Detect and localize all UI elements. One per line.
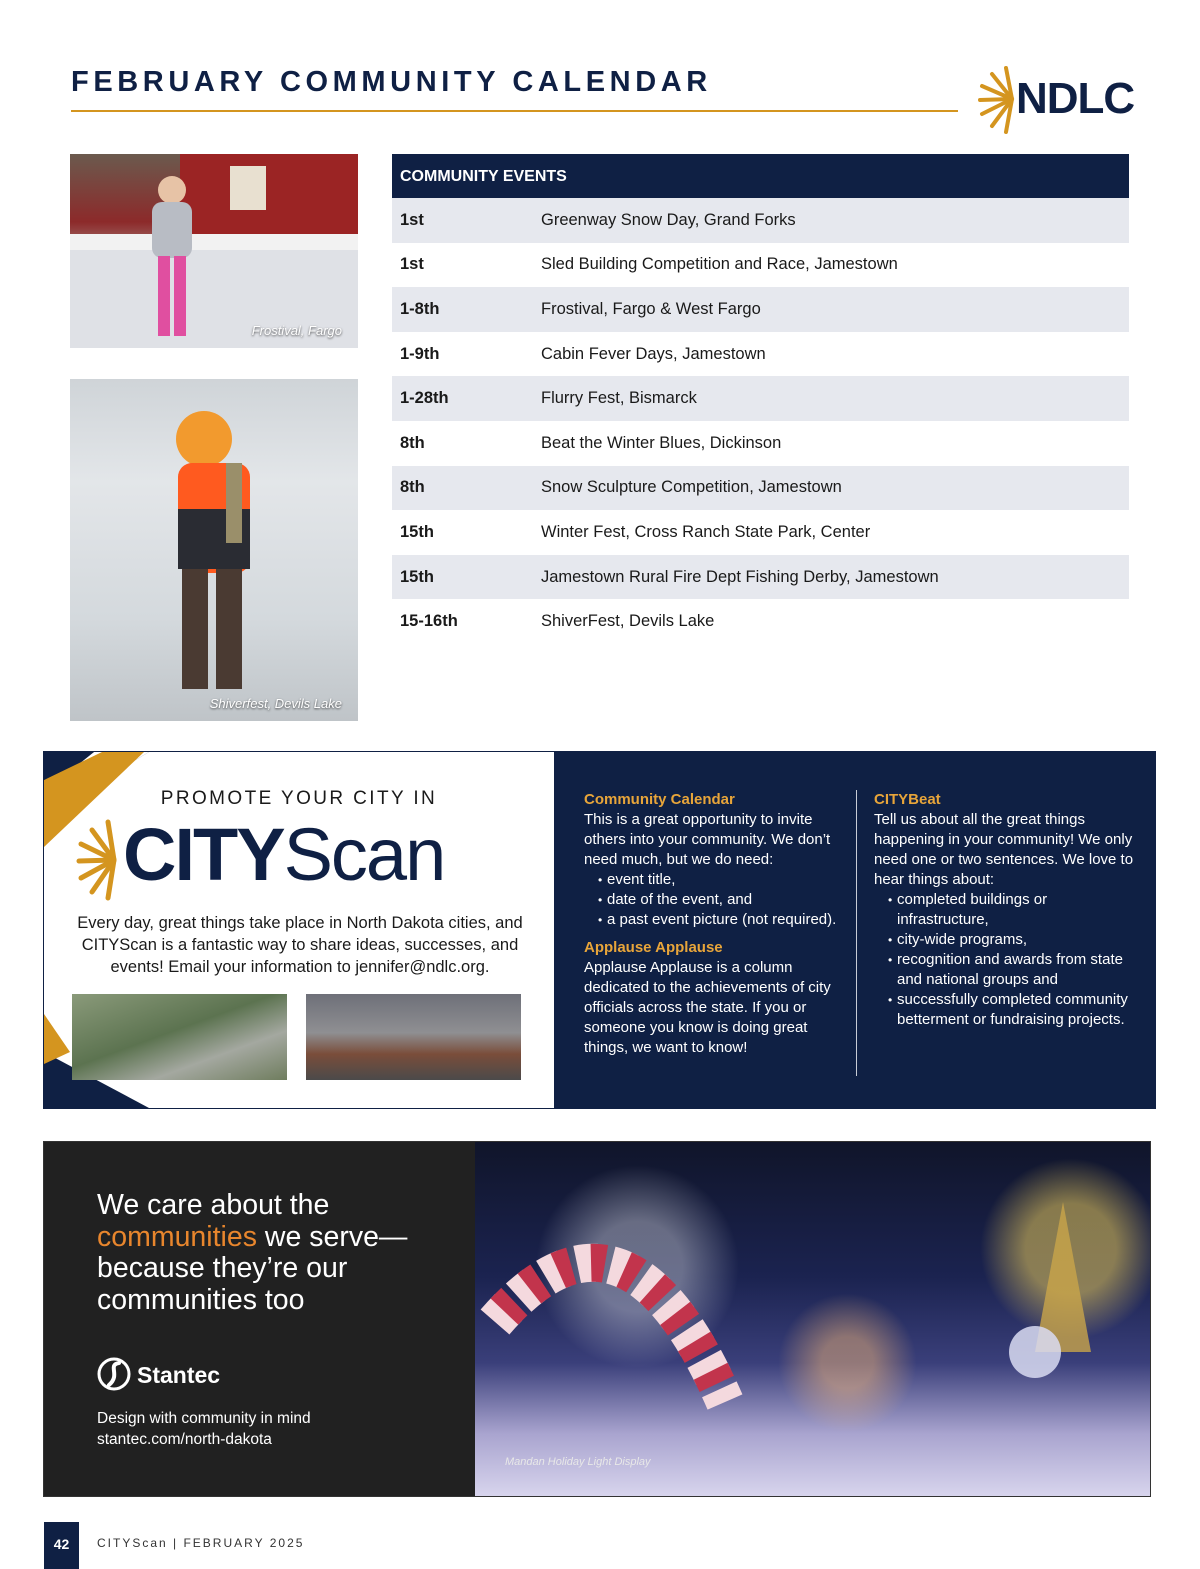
citybeat-text: Tell us about all the great things happening in your community! We only need one or two sentences. We love to hear things about: (874, 811, 1134, 888)
applause-text: Applause Applause is a column dedicated to the achievements of city officials across the state. If you or someone you know is doing great things, we want to know! (584, 959, 831, 1056)
citybeat-heading: CITYBeat (874, 791, 941, 808)
event-name: Winter Fest, Cross Ranch State Park, Center (541, 522, 871, 541)
sunburst-icon (76, 818, 118, 902)
event-date: 8th (400, 433, 425, 452)
promo-left-panel (44, 752, 554, 1108)
photo-caption: Frostival, Fargo (251, 323, 342, 338)
light-arch-illustration (475, 1142, 1151, 1497)
cityscan-wordmark (123, 813, 445, 896)
promo-right-panel (554, 752, 1156, 1108)
community-calendar-text: This is a great opportunity to invite others into your community. We don’t need much, but we do need: (584, 811, 831, 868)
list-item: • event title, (598, 870, 846, 890)
page-title: FEBRUARY COMMUNITY CALENDAR (71, 66, 712, 98)
ad-headline (97, 1190, 457, 1316)
skater-illustration (70, 154, 358, 348)
footer-text: CITYScan | FEBRUARY 2025 (97, 1536, 305, 1550)
ad-headline-line (97, 1222, 457, 1254)
event-row (392, 376, 1129, 421)
photo-shiverfest (70, 379, 358, 721)
event-row (392, 510, 1129, 555)
ad-headline-rest: we serve— (256, 1220, 408, 1253)
event-name: Flurry Fest, Bismarck (541, 389, 697, 408)
cityscan-promo (43, 751, 1156, 1109)
event-row (392, 555, 1129, 600)
events-table-header: COMMUNITY EVENTS (392, 154, 1129, 198)
title-rule (71, 110, 958, 112)
event-date: 1-8th (400, 299, 440, 318)
event-date: 1st (400, 255, 424, 274)
cityscan-logo (76, 814, 526, 904)
event-date: 1st (400, 210, 424, 229)
sunburst-icon (976, 64, 1016, 134)
event-date: 8th (400, 478, 425, 497)
applause-heading: Applause Applause (584, 939, 723, 956)
list-item: • completed buildings or infrastructure, (888, 890, 1136, 930)
column-divider (856, 790, 857, 1076)
promo-photo-street (306, 994, 521, 1080)
event-name: Sled Building Competition and Race, Jamestown (541, 255, 898, 274)
event-name: Jamestown Rural Fire Dept Fishing Derby, Jamestown (541, 567, 939, 586)
list-item: • recognition and awards from state and national groups and (888, 950, 1136, 990)
ad-tagline-text: Design with community in mind (97, 1410, 311, 1427)
ad-headline-line: communities too (97, 1283, 305, 1316)
ad-tagline (97, 1408, 311, 1450)
stantec-ad (43, 1141, 1151, 1497)
promo-column-left (584, 790, 846, 1058)
photo-caption: Shiverfest, Devils Lake (209, 696, 342, 711)
stantec-logo (97, 1357, 297, 1391)
event-row (392, 198, 1129, 243)
list-item: • a past event picture (not required). (598, 910, 846, 930)
event-date: 15th (400, 522, 434, 541)
community-events-table (392, 154, 1129, 644)
event-row (392, 599, 1129, 644)
event-name: Greenway Snow Day, Grand Forks (541, 210, 796, 229)
list-item: • city-wide programs, (888, 930, 1136, 950)
list-item: • successfully completed community betterment or fundraising projects. (888, 990, 1136, 1030)
event-row (392, 332, 1129, 377)
event-name: ShiverFest, Devils Lake (541, 612, 715, 631)
community-calendar-list (598, 870, 846, 930)
stantec-swirl-icon (97, 1357, 131, 1391)
citybeat-list (888, 890, 1136, 1030)
events-table-body (392, 198, 1129, 644)
event-name: Beat the Winter Blues, Dickinson (541, 433, 782, 452)
ndlc-logo-text: NDLC (1016, 74, 1135, 123)
event-date: 15-16th (400, 612, 458, 631)
stantec-wordmark: Stantec (137, 1362, 221, 1388)
ad-photo-holiday-lights (475, 1142, 1151, 1497)
event-row (392, 243, 1129, 288)
ad-headline-line: because they’re our (97, 1252, 348, 1284)
event-row (392, 287, 1129, 332)
event-row (392, 421, 1129, 466)
event-name: Cabin Fever Days, Jamestown (541, 344, 766, 363)
event-date: 15th (400, 567, 434, 586)
list-item: • date of the event, and (598, 890, 846, 910)
ndlc-logo (976, 62, 1136, 136)
event-date: 1-28th (400, 389, 449, 408)
ad-url[interactable]: stantec.com/north-dakota (97, 1431, 272, 1448)
promo-body-text: Every day, great things take place in North Dakota cities, and CITYScan is a fantastic way to share ideas, successes, and events! Email your information to jennifer@ndlc.org. (77, 914, 523, 976)
cityscan-light-text: Scan (283, 813, 445, 896)
promo-photo-aerial (72, 994, 287, 1080)
event-row (392, 466, 1129, 511)
event-name: Snow Sculpture Competition, Jamestown (541, 478, 842, 497)
child-fishing-illustration (70, 379, 358, 721)
ad-headline-accent: communities (97, 1220, 257, 1253)
event-date: 1-9th (400, 344, 440, 363)
ad-photo-caption: Mandan Holiday Light Display (505, 1456, 651, 1468)
event-name: Frostival, Fargo & West Fargo (541, 299, 761, 318)
photo-frostival (70, 154, 358, 348)
promo-column-right (874, 790, 1136, 1030)
page-number: 42 (44, 1522, 79, 1569)
community-calendar-heading: Community Calendar (584, 791, 735, 808)
ad-headline-line: We care about the (97, 1189, 330, 1221)
cityscan-bold-text: CITY (123, 813, 284, 896)
promo-kicker: PROMOTE YOUR CITY IN (160, 788, 438, 809)
